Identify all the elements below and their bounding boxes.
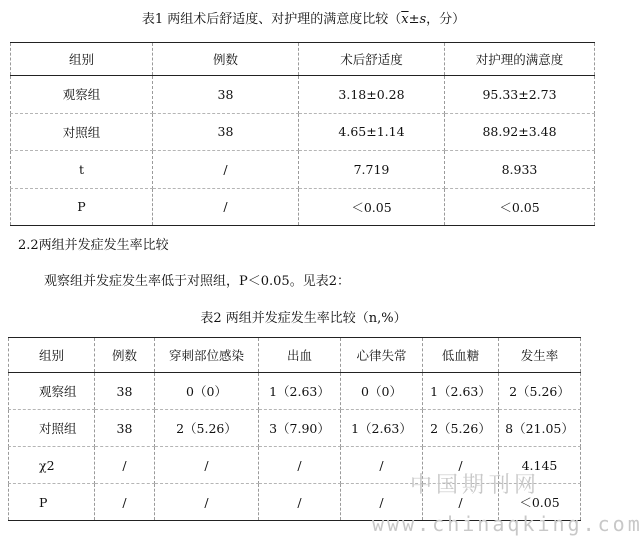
table-row: [11, 76, 595, 114]
table1-caption-xbar: $\overline{x}$: [401, 12, 409, 27]
table1-header-row: [11, 43, 595, 76]
table2-cell: 38: [95, 373, 155, 410]
table2-cell: 观察组: [9, 373, 95, 410]
table2-header-row: [9, 338, 581, 373]
table2-header-cell: 组别: [9, 338, 95, 373]
table2-cell: /: [95, 484, 155, 521]
table1-caption-pm: ±: [408, 12, 420, 27]
table1-cell: 观察组: [11, 76, 153, 114]
table-row: [11, 113, 595, 151]
table1-cell: 4.65±1.14: [299, 113, 445, 151]
table2-cell: /: [341, 447, 423, 484]
table-row: [9, 373, 581, 410]
table-row: [11, 188, 595, 226]
table2-header-cell: 发生率: [499, 338, 581, 373]
table2-header-cell: 心律失常: [341, 338, 423, 373]
table-row: [9, 410, 581, 447]
table2-cell: 2（5.26）: [499, 373, 581, 410]
table2-cell: /: [423, 447, 499, 484]
table2-header-cell: 出血: [259, 338, 341, 373]
table1-header-cell: 术后舒适度: [299, 43, 445, 76]
table2-header-cell: 低血糖: [423, 338, 499, 373]
table2-cell: χ2: [9, 447, 95, 484]
table1-cell: 88.92±3.48: [445, 113, 595, 151]
table2-cell: 8（21.05）: [499, 410, 581, 447]
table2-cell: 0（0）: [341, 373, 423, 410]
watermark-cn: 中国期刊网: [410, 473, 541, 498]
watermark-url: www.chinaqking.com: [372, 512, 643, 536]
table2-cell: /: [155, 447, 259, 484]
table1-header-cell: 对护理的满意度: [445, 43, 595, 76]
table2-cell: 2（5.26）: [423, 410, 499, 447]
table1-caption-suffix: ，分）: [426, 12, 466, 27]
table1-cell: ＜0.05: [299, 188, 445, 226]
table2-cell: ＜0.05: [499, 484, 581, 521]
table2-cell: 1（2.63）: [259, 373, 341, 410]
paragraph: 观察组并发症发生率低于对照组，P＜0.05。见表2：: [44, 274, 350, 289]
table1-cell: 8.933: [445, 151, 595, 189]
table2-cell: 2（5.26）: [155, 410, 259, 447]
table2-cell: 对照组: [9, 410, 95, 447]
table1-cell: 对照组: [11, 113, 153, 151]
table1-cell: /: [153, 188, 299, 226]
table2-cell: 38: [95, 410, 155, 447]
table2-cell: 1（2.63）: [423, 373, 499, 410]
table2-header-cell: 例数: [95, 338, 155, 373]
table2-cell: /: [95, 447, 155, 484]
table1-cell: 38: [153, 76, 299, 114]
table1-caption-prefix: 表1 两组术后舒适度、对护理的满意度比较（: [141, 12, 402, 27]
table1-cell: 7.719: [299, 151, 445, 189]
table2-cell: 0（0）: [155, 373, 259, 410]
table1-cell: /: [153, 151, 299, 189]
table-row: [11, 151, 595, 189]
table2-caption: 表2 两组并发症发生率比较（n,%）: [200, 311, 407, 326]
table1-header-cell: 组别: [11, 43, 153, 76]
table2-cell: /: [259, 484, 341, 521]
table2-cell: 4.145: [499, 447, 581, 484]
table1-cell: 38: [153, 113, 299, 151]
table1-cell: P: [11, 188, 153, 226]
table2-cell: /: [341, 484, 423, 521]
table1: [10, 42, 595, 226]
table1-cell: 3.18±0.28: [299, 76, 445, 114]
table2-cell: P: [9, 484, 95, 521]
table2-header-cell: 穿刺部位感染: [155, 338, 259, 373]
section-heading: 2.2两组并发症发生率比较: [18, 238, 169, 253]
table1-cell: ＜0.05: [445, 188, 595, 226]
table1-caption: [0, 8, 607, 27]
table2-cell: /: [155, 484, 259, 521]
table2-cell: /: [259, 447, 341, 484]
table2-cell: 1（2.63）: [341, 410, 423, 447]
table1-header-cell: 例数: [153, 43, 299, 76]
table2-cell: /: [423, 484, 499, 521]
table1-cell: 95.33±2.73: [445, 76, 595, 114]
table1-cell: t: [11, 151, 153, 189]
table2-cell: 3（7.90）: [259, 410, 341, 447]
table1-caption-s: s: [419, 12, 427, 27]
